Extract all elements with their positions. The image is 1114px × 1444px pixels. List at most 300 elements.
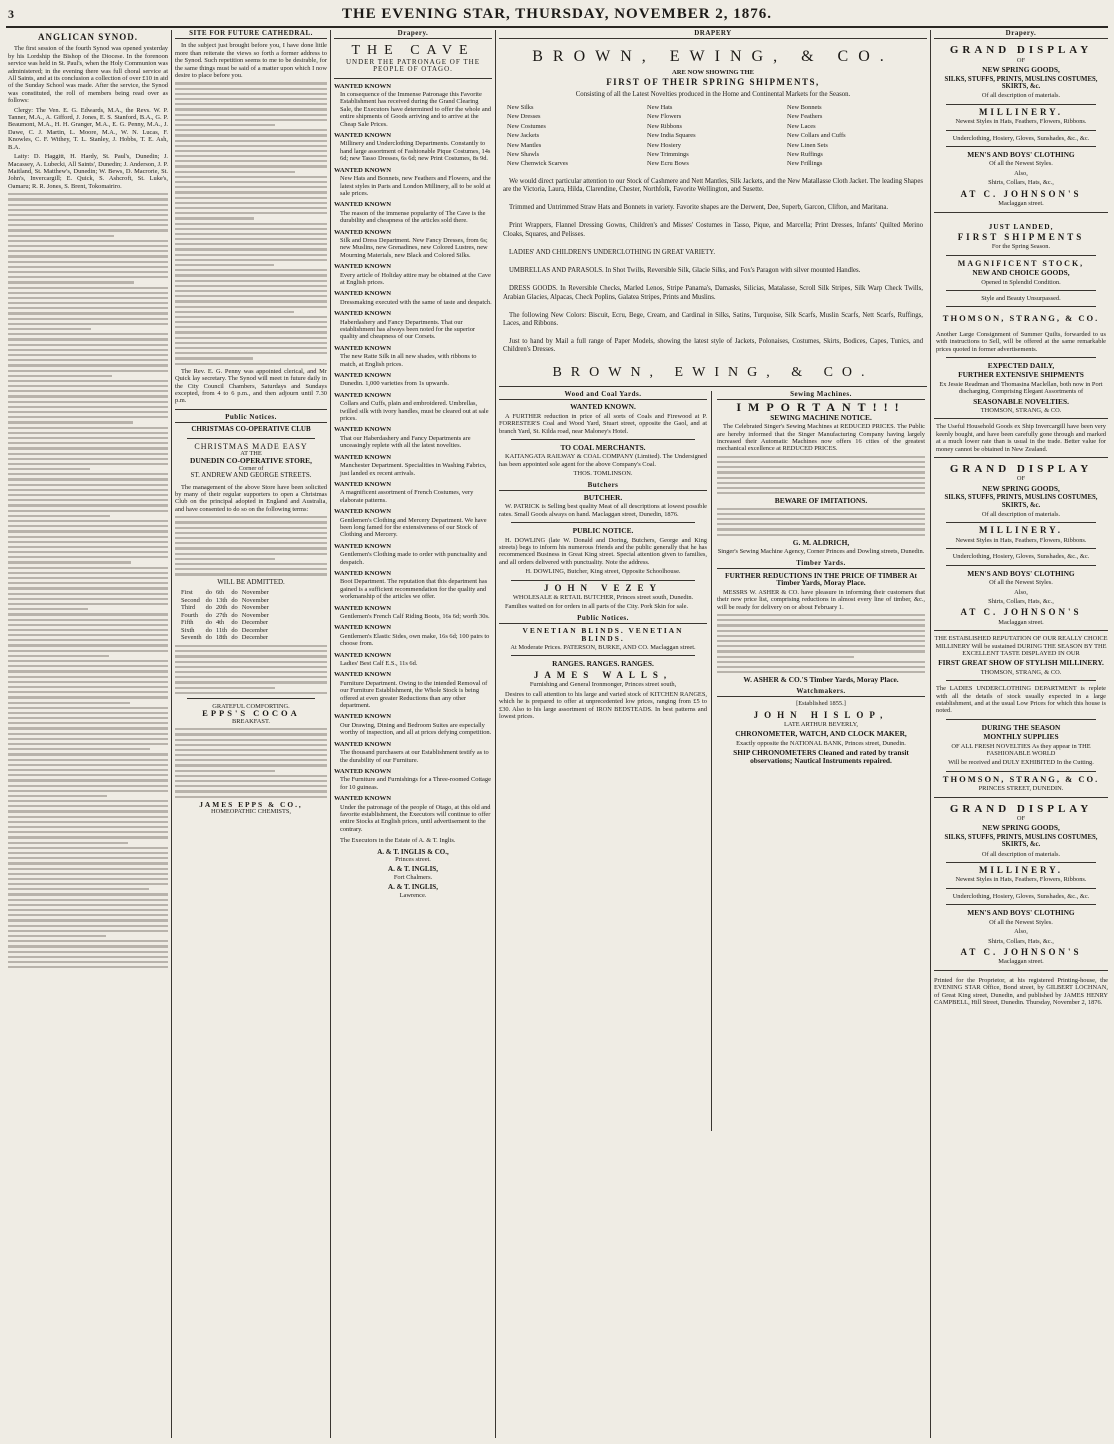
text-line — [8, 722, 168, 724]
wanted-known-label: WANTED KNOWN — [334, 453, 391, 461]
text-line — [175, 547, 327, 549]
text-line — [175, 129, 327, 131]
wanted-known-label: WANTED KNOWN — [334, 740, 391, 748]
timber-signature: W. ASHER & CO.'S Timber Yards, Moray Place. — [743, 675, 899, 685]
top-rule — [6, 26, 1108, 28]
text-line — [175, 537, 327, 539]
text-line — [8, 240, 168, 242]
text-line — [8, 774, 168, 776]
text-line — [8, 411, 168, 413]
text-line — [8, 603, 168, 605]
text-line — [8, 914, 168, 916]
text-line — [175, 280, 327, 282]
text-line — [8, 312, 168, 314]
walls-subtitle: Furnishing and General Ironmonger, Princes street south, — [529, 681, 677, 689]
wanted-known-label: WANTED KNOWN — [334, 542, 391, 550]
subscription-cell: do — [231, 626, 238, 634]
text-line — [175, 186, 327, 188]
text-line — [8, 764, 168, 766]
millinery-title: MILLINERY. — [978, 865, 1064, 876]
divider — [946, 565, 1096, 566]
seasonable-novelties: SEASONABLE NOVELTIES. — [973, 396, 1069, 406]
illegible-text-block — [175, 728, 327, 798]
text-line — [175, 337, 327, 339]
wanted-known-label: WANTED KNOWN — [334, 671, 391, 679]
goods-item: New Laces — [787, 122, 816, 130]
text-line — [175, 248, 327, 250]
divider — [499, 386, 927, 387]
epps-subheading: GRATEFUL COMFORTING. — [212, 702, 290, 710]
text-line — [175, 155, 327, 157]
section-header: Public Notices. — [175, 414, 327, 423]
mens-clothing: MEN'S AND BOYS' CLOTHING — [967, 568, 1075, 578]
inglis-address: Lawrence. — [399, 891, 427, 899]
epps-company-line: HOMEOPATHIC CHEMISTS, — [210, 808, 291, 816]
subscription-cell: December — [241, 634, 269, 642]
text-line — [8, 561, 131, 563]
text-line — [717, 492, 925, 494]
text-line — [175, 558, 275, 560]
text-line — [8, 395, 168, 397]
epps-company: JAMES EPPS & CO., — [199, 799, 303, 809]
text-line — [175, 775, 327, 777]
goods-item: New Hats — [647, 104, 673, 112]
subscription-row — [181, 619, 273, 627]
brown-paragraph: We would direct particular attention to our Stock of Cashmere and Nett Mantles, Silk Jackets, and the New Matallasse Cloth Jacket. The leading Shapes are the Victoria, Laura, Hilda, Clarendine, Chester, Northfolk, Favorite Wellington, and Susette. — [503, 177, 923, 194]
text-line — [8, 266, 168, 268]
section-header: SITE FOR FUTURE CATHEDRAL. — [175, 30, 327, 39]
text-line — [175, 311, 294, 313]
wanted-known-list — [334, 83, 492, 834]
text-line — [717, 513, 925, 515]
column-divider — [330, 30, 331, 1438]
text-line — [175, 342, 327, 344]
text-line — [8, 831, 168, 833]
wanted-known-item: New Hats and Bonnets, new Feathers and Flowers, and the latest styles in Paris and London Millinery, all to be sold at sale prices. — [340, 175, 491, 197]
wanted-known-label: WANTED KNOWN — [334, 263, 391, 271]
inglis-name: A. & T. INGLIS & CO., — [377, 847, 449, 856]
text-line — [8, 224, 168, 226]
subscription-cell: do — [231, 611, 238, 619]
text-line — [8, 655, 109, 657]
text-line — [8, 805, 168, 807]
timber-body: MESSRS W. ASHER & CO. have pleasure in informing their customers that their new price list, comprising reductions in almost every line of timber, &c., will be ready for delivery on or about February 1. — [717, 588, 925, 611]
subscription-cell: do — [205, 619, 212, 627]
text-line — [8, 442, 168, 444]
further-shipments: FURTHER EXTENSIVE SHIPMENTS — [958, 370, 1084, 380]
section-header: Wood and Coal Yards. — [499, 391, 707, 400]
text-line — [8, 899, 168, 901]
column-divider — [711, 391, 712, 1131]
during-season: DURING THE SEASON — [981, 722, 1061, 732]
text-line — [8, 499, 168, 501]
text-line — [175, 202, 327, 204]
column-the-cave — [334, 30, 492, 1438]
watch-line: SHIP CHRONOMETERS Cleaned and rated by transit observations; Nautical Instruments repaired. — [733, 748, 909, 765]
watch-established: [Established 1855.] — [796, 700, 846, 708]
text-line — [175, 259, 327, 261]
text-line — [175, 321, 327, 323]
coal-title: TO COAL MERCHANTS. — [560, 442, 646, 452]
text-line — [8, 707, 168, 709]
text-line — [175, 269, 327, 271]
illegible-text-block — [175, 645, 327, 694]
divider — [187, 698, 315, 699]
column-anglican-synod — [8, 30, 168, 1438]
mens-clothing-sub: Of all the Newest Styles. — [989, 918, 1053, 926]
brown-paragraph: Trimmed and Untrimmed Straw Hats and Bonnets in variety. Favorite shapes are the Derwent, Dee, Superb, Garcon, Clifton, and Maritana. — [509, 204, 889, 212]
butcher-title: BUTCHER. — [583, 492, 623, 502]
text-line — [8, 530, 168, 532]
text-line — [8, 551, 168, 553]
wanted-known-item: Furniture Department. Owing to the intended Removal of our Furniture Establishment, the Whole Stock is being offered at even greater Reductions than any other department. — [340, 679, 488, 710]
wanted-known-label: WANTED KNOWN — [334, 508, 391, 516]
text-line — [8, 307, 168, 309]
text-line — [175, 542, 327, 544]
text-line — [717, 518, 925, 520]
subscription-cell: do — [231, 604, 238, 612]
text-line — [175, 316, 327, 318]
text-line — [8, 276, 168, 278]
text-line — [175, 681, 327, 683]
wanted-known-label: WANTED KNOWN — [334, 372, 391, 380]
watch-line: Exactly opposite the NATIONAL BANK, Princes street, Dunedin. — [736, 739, 906, 747]
spring-goods: NEW SPRING GOODS, — [982, 823, 1060, 833]
divider — [946, 255, 1096, 256]
text-line — [175, 568, 327, 570]
text-line — [8, 660, 168, 662]
text-line — [8, 847, 168, 849]
text-line — [8, 427, 168, 429]
thomson-strang: THOMSON, STRANG, & CO. — [980, 668, 1062, 676]
text-line — [175, 331, 327, 333]
goods-item: New Linen Sets — [787, 141, 828, 149]
text-line — [8, 344, 168, 346]
text-line — [8, 613, 168, 615]
divider — [511, 439, 695, 440]
text-line — [8, 945, 168, 947]
goods-item: New Collars and Cuffs — [787, 132, 846, 140]
text-line — [8, 261, 168, 263]
text-line — [8, 821, 168, 823]
text-line — [175, 181, 327, 183]
brown-ewing-signoff: BROWN, EWING, & CO. — [552, 364, 874, 380]
section-header: Public Notices. — [499, 615, 707, 624]
wanted-known-item: Gentlemen's Clothing made to order with punctuality and despatch. — [340, 551, 487, 566]
underclothing-line: Underclothing, Hosiery, Gloves, Sunshades, &c., &c. — [952, 553, 1090, 561]
also-line: Also, — [1014, 169, 1028, 177]
subscription-cell: 18th — [215, 634, 228, 642]
subscription-cell: 6th — [215, 588, 225, 596]
text-line — [8, 624, 168, 626]
text-line — [8, 504, 168, 506]
text-line — [8, 769, 168, 771]
text-line — [175, 770, 275, 772]
divider — [511, 655, 695, 656]
text-line — [8, 458, 168, 460]
divider — [946, 104, 1096, 105]
all-description: Of all description of materials. — [981, 92, 1061, 100]
wanted-known-item: Under the patronage of the people of Otago, at this old and favorite establishment, the Executors will continue to offer entire Stocks at English prices, until advertisement to the contrary. — [340, 803, 491, 833]
text-line — [175, 243, 327, 245]
text-line — [175, 165, 327, 167]
wanted-known-label: WANTED KNOWN — [334, 795, 391, 803]
divider — [511, 522, 695, 523]
all-description: Of all description of materials. — [981, 511, 1061, 519]
subscription-cell: 4th — [215, 619, 225, 627]
watch-line: LATE ARTHUR BEVERLY, — [784, 720, 858, 728]
text-line — [175, 82, 327, 84]
subscription-cell: First — [181, 588, 193, 596]
divider — [511, 580, 695, 581]
text-line — [8, 468, 90, 470]
subscription-cell: do — [205, 626, 212, 634]
text-line — [175, 160, 327, 162]
text-line — [175, 666, 327, 668]
text-line — [8, 738, 168, 740]
brown-paragraph: UMBRELLAS AND PARASOLS. In Shot Twills, Reversible Silk, Glacie Silks, and Fox's Paragon with silver mounted Handles. — [509, 267, 861, 275]
coop-note: WILL BE ADMITTED. — [217, 577, 285, 586]
newest-styles: Newest Styles in Hats, Feathers, Flowers, Ribbons. — [955, 536, 1087, 544]
text-line — [717, 630, 925, 632]
illegible-text-block — [8, 193, 168, 968]
text-line — [175, 650, 327, 652]
goods-item: New Jackets — [507, 132, 540, 140]
text-line — [717, 666, 925, 668]
silks-line: SILKS, STUFFS, PRINTS, MUSLINS COSTUMES, SKIRTS, &c. — [944, 494, 1098, 509]
text-line — [717, 456, 925, 458]
divider — [934, 418, 1108, 419]
divider — [934, 970, 1108, 971]
goods-item: New Ecru Bows — [647, 160, 689, 168]
first-shipments: FIRST SHIPMENTS — [957, 231, 1085, 242]
subscription-cell: Sixth — [181, 626, 195, 634]
of-line: OF — [1016, 815, 1026, 823]
text-line — [175, 134, 327, 136]
text-line — [8, 857, 168, 859]
subscription-row — [181, 589, 273, 597]
subscription-cell: 13th — [215, 596, 228, 604]
text-line — [175, 687, 275, 689]
divider — [946, 522, 1096, 523]
millinery-title: MILLINERY. — [978, 106, 1064, 117]
ranges-title: RANGES. RANGES. RANGES. — [552, 659, 654, 669]
text-line — [175, 728, 327, 730]
divider — [946, 130, 1096, 131]
text-line — [8, 478, 168, 480]
text-line — [8, 862, 168, 864]
text-line — [8, 447, 168, 449]
text-line — [8, 432, 168, 434]
thomson-strang: THOMSON, STRANG, & CO. — [942, 313, 1100, 324]
walls-title: JAMES WALLS, — [533, 669, 673, 680]
text-line — [8, 779, 168, 781]
illegible-text-block — [717, 456, 925, 495]
text-line — [8, 650, 168, 652]
wanted-known-item: That our Haberdashery and Fancy Departments are unceasingly replete with all the latest novelties. — [340, 434, 471, 450]
wanted-known-item: Silk and Dress Department. New Fancy Dresses, from 6s; new Muslins, new Grenadines, new Colored Lustres, new Mourning Materials, new Black and Colored Silks. — [340, 236, 488, 259]
text-line — [8, 842, 128, 844]
text-line — [8, 577, 168, 579]
goods-item: New India Squares — [647, 132, 696, 140]
sewing-body: The Celebrated Singer's Sewing Machines at REDUCED PRICES. The Public are hereby informed that the Singer Manufacturing Company having largely increased their Automatic Machines now offers 16 cities of the greatest mechanical excellence at REDUCED PRICES. — [717, 423, 925, 453]
mens-clothing-sub: Of all the Newest Styles. — [989, 579, 1053, 587]
text-line — [175, 207, 327, 209]
text-line — [8, 484, 168, 486]
text-line — [175, 197, 327, 199]
text-line — [8, 390, 168, 392]
subscription-row — [181, 634, 273, 642]
text-line — [175, 223, 327, 225]
text-line — [8, 951, 168, 953]
thomson-strang: THOMSON, STRANG, & CO. — [942, 773, 1100, 784]
johnson-name: AT C. JOHNSON'S — [960, 946, 1082, 957]
goods-item: New Bonnets — [787, 104, 822, 112]
text-line — [175, 764, 327, 766]
grand-display-title: GRAND DISPLAY — [949, 802, 1093, 815]
text-line — [175, 352, 327, 354]
column-brown-ewing — [499, 30, 927, 1438]
johnson-name: AT C. JOHNSON'S — [960, 607, 1082, 618]
mens-clothing-sub: Of all the Newest Styles. — [989, 160, 1053, 168]
wood-title: WANTED KNOWN. — [570, 402, 636, 412]
text-line — [175, 527, 327, 529]
goods-item: New Feathers — [787, 113, 823, 121]
text-line — [8, 302, 168, 304]
text-line — [8, 816, 168, 818]
goods-list — [507, 104, 919, 168]
text-line — [175, 744, 327, 746]
sewing-beware: BEWARE OF IMITATIONS. — [774, 496, 868, 506]
mens-clothing: MEN'S AND BOYS' CLOTHING — [967, 908, 1075, 918]
divider — [946, 290, 1096, 291]
spring-goods: NEW SPRING GOODS, — [982, 65, 1060, 75]
wanted-known-label: WANTED KNOWN — [334, 651, 391, 659]
text-line — [8, 193, 168, 195]
illegible-text-block — [717, 614, 925, 673]
divider — [187, 438, 315, 439]
reputation-notice: THE ESTABLISHED REPUTATION OF OUR REALLY CHOICE MILLINERY Will be sustained DURING THE SEASON BY THE EXCELLENT TASTE DISPLAYED IN OUR — [934, 635, 1108, 657]
text-line — [8, 696, 168, 698]
text-line — [8, 966, 168, 968]
text-line — [8, 826, 168, 828]
text-line — [717, 645, 925, 647]
underclothing-line: Underclothing, Hosiery, Gloves, Sunshades, &c., &c. — [952, 892, 1090, 900]
text-line — [8, 868, 168, 870]
text-line — [8, 893, 168, 895]
expected-daily: EXPECTED DAILY, — [987, 360, 1055, 370]
wanted-known-item: The thousand purchasers at our Establishment testify as to the durability of our Furniture. — [340, 749, 489, 764]
text-line — [175, 233, 327, 235]
text-line — [175, 217, 254, 219]
text-line — [8, 338, 168, 340]
text-line — [8, 795, 107, 797]
cave-title: THE CAVE — [351, 43, 475, 59]
johnson-address: Maclaggan street. — [998, 618, 1044, 626]
divider — [946, 771, 1096, 772]
text-line — [175, 228, 327, 230]
subscription-cell: do — [205, 588, 212, 596]
text-line — [175, 739, 327, 741]
subscription-cell: do — [205, 634, 212, 642]
text-line — [8, 888, 149, 890]
aldrich-address: Singer's Sewing Machine Agency, Corner Princes and Dowling streets, Dunedin. — [717, 548, 925, 556]
column-divider — [171, 30, 172, 1438]
johnson-address: Maclaggan street. — [998, 958, 1044, 966]
text-line — [8, 956, 168, 958]
article-paragraph: Laity: D. Haggitt, H. Hardy, St. Paul's, Dunedin; J. Macassey, A. Lubecki, All Saints', Dunedin; J. Anderson, J. P. Maitland, St. Matthew's, Dunedin; W. Bews, D. Macrorie, St. John's, Invercargill; E. Quick, S. Ashcroft, St. Luke's, Oamaru; R. R. Jones, S. Brent, Tokomairiro. — [8, 153, 168, 190]
subscription-cell: 11th — [215, 626, 228, 634]
text-line — [175, 573, 327, 575]
johnson-address: Maclaggan street. — [998, 200, 1044, 208]
timber-title: FURTHER REDUCTIONS IN THE PRICE OF TIMBER At Timber Yards, Moray Place. — [725, 571, 917, 588]
text-line — [8, 546, 168, 548]
coop-address: ST. ANDREW AND GEORGE STREETS. — [190, 471, 312, 480]
wanted-known-label: WANTED KNOWN — [334, 310, 391, 318]
text-line — [8, 437, 168, 439]
text-line — [8, 416, 168, 418]
divider — [946, 904, 1096, 905]
text-line — [8, 748, 150, 750]
coal-signature: THOS. TOMLINSON. — [573, 470, 633, 478]
text-line — [717, 640, 925, 642]
text-line — [717, 461, 925, 463]
text-line — [8, 328, 91, 330]
brown-paragraph: Just to hand by Mail a full range of Paper Models, showing the latest style of Jackets, Polonaises, Costumes, Skirts, Bodices, Capes, Tunics, and Children's Dresses. — [503, 338, 923, 354]
subscription-cell: November — [241, 588, 269, 596]
text-line — [8, 354, 168, 356]
text-line — [717, 534, 925, 536]
subscription-cell: November — [241, 611, 269, 619]
text-line — [175, 733, 327, 735]
text-line — [8, 670, 168, 672]
brown-ewing-title: BROWN, EWING, & CO. — [532, 48, 894, 66]
goods-item: New Mantles — [507, 141, 542, 149]
coop-heading: CHRISTMAS CO-OPERATIVE CLUB — [191, 425, 311, 434]
text-line — [175, 759, 327, 761]
wanted-known-item: Gentlemen's Clothing and Mercery Department. We have been long famed for the extensiveness of our Stock of Clothing and Mercery. — [340, 516, 487, 539]
text-line — [8, 878, 168, 880]
text-line — [175, 108, 327, 110]
divider — [934, 457, 1108, 458]
subscription-cell: do — [231, 588, 238, 596]
wanted-known-label: WANTED KNOWN — [334, 391, 391, 399]
text-line — [175, 274, 327, 276]
text-line — [175, 749, 327, 751]
wanted-known-item: In consequence of the Immense Patronage this Favorite Establishment has received during the Grand Clearing Sale, the Executors have determined to offer the whole and entire shipments of Goods arriving and to arrive at the Cheap Sale Prices. — [340, 91, 492, 128]
shirts-line: Shirts, Collars, Hats, &c., — [988, 179, 1054, 187]
silks-line: SILKS, STUFFS, PRINTS, MUSLINS COSTUMES, SKIRTS, &c. — [944, 833, 1098, 849]
goods-item: New Shawls — [507, 151, 540, 159]
text-line — [717, 487, 925, 489]
wanted-known-item: Haberdashery and Fancy Departments. That our establishment has always been noted for the superior quality and cheapness of our Corsets. — [340, 318, 476, 341]
text-line — [8, 323, 168, 325]
text-line — [8, 759, 168, 761]
text-line — [8, 717, 168, 719]
text-line — [8, 712, 168, 714]
subscription-cell: do — [231, 619, 238, 627]
spring-goods: NEW SPRING GOODS, — [982, 483, 1060, 493]
text-line — [8, 281, 134, 283]
text-line — [8, 380, 168, 382]
divider — [946, 888, 1096, 889]
wanted-known-item: The Furniture and Furnishings for a Three-roomed Cottage for 10 guineas. — [340, 776, 491, 791]
text-line — [175, 295, 327, 297]
brown-paragraph: The following New Colors: Biscuit, Ecru, Bege, Cream, and Cardinal in Silks, Satins, Turquoise, Silk Scarfs, Muslin Scarfs, Nett Scarfs, Ruffings, Laces, and Ribbons. — [503, 311, 923, 327]
text-line — [8, 909, 168, 911]
wanted-known-label: WANTED KNOWN — [334, 604, 391, 612]
grand-display-title: GRAND DISPLAY — [949, 44, 1093, 57]
